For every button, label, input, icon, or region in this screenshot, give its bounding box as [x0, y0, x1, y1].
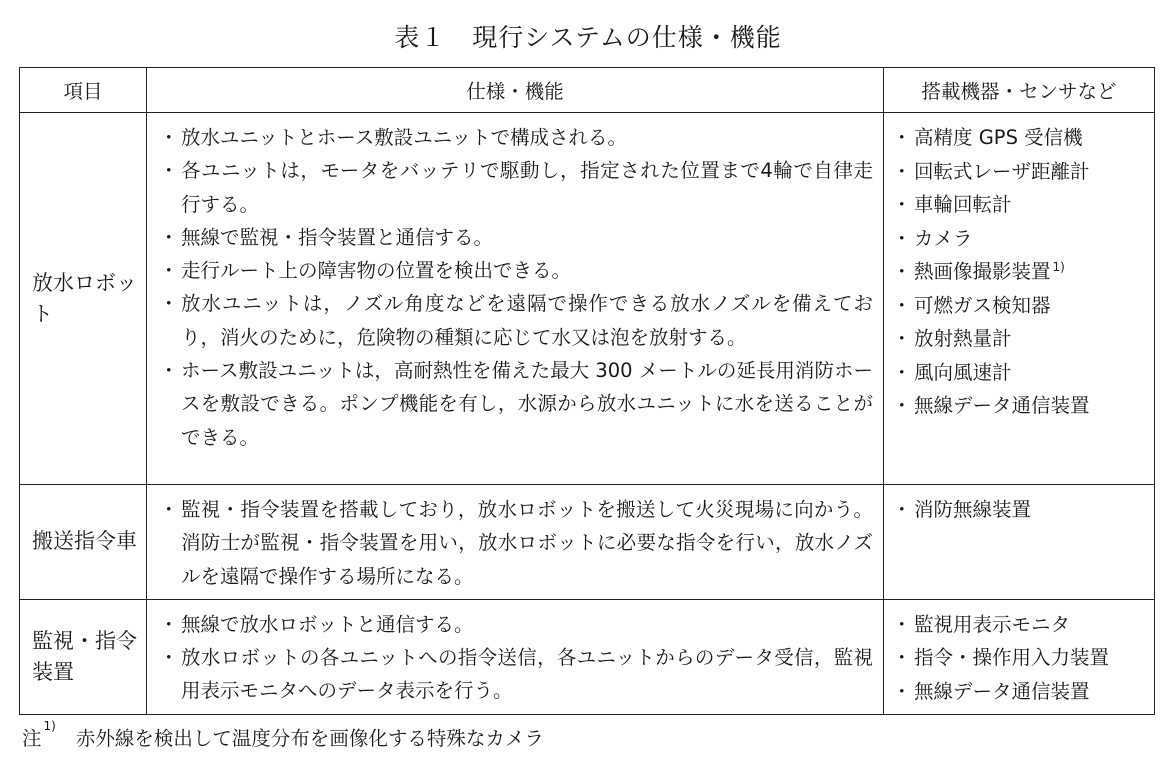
equipment-item-with-footnote: [898, 255, 1148, 289]
equipment-item: ・ 放射熱量計: [898, 322, 1148, 356]
spec-line: ・ 走行ルート上の障害物の位置を検出できる。: [165, 254, 873, 287]
row-equipment-monitor: [884, 599, 1155, 715]
header-equipment: 搭載機器・センサなど: [884, 68, 1155, 113]
spec-line: ・ 放水ロボットの各ユニットへの指令送信，各ユニットからのデータ受信，監視用表示モニタへのデータ表示を行う。: [165, 641, 873, 708]
spec-line: ・ 無線で監視・指令装置と通信する。: [165, 221, 873, 254]
header-item: 項目: [20, 68, 147, 113]
row-item-label: 監視・指令装置: [32, 629, 137, 685]
equipment-item-label: 熱画像撮影装置: [914, 260, 1051, 283]
equipment-item: ・ 回転式レーザ距離計: [898, 155, 1148, 189]
footnote-mark: 1): [43, 719, 56, 733]
row-item-robot: [20, 113, 147, 485]
equipment-item: ・ 消防無線装置: [898, 493, 1148, 527]
row-specs-monitor: [147, 599, 884, 715]
spec-table: [19, 67, 1155, 715]
equipment-item: ・ 可燃ガス検知器: [898, 289, 1148, 323]
row-item-carrier: [20, 485, 147, 600]
spec-line: ・ 放水ユニットとホース敷設ユニットで構成される。: [165, 121, 873, 154]
table-header-row: [20, 68, 1155, 113]
table-row: [20, 485, 1155, 600]
row-specs-carrier: [147, 485, 884, 600]
spec-line: ・ 各ユニットは，モータをバッテリで駆動し，指定された位置まで4輪で自律走行する。: [165, 154, 873, 221]
footnote-text: 赤外線を検出して温度分布を画像化する特殊なカメラ: [75, 727, 544, 750]
equipment-item: ・ 指令・操作用入力装置: [898, 641, 1148, 675]
spec-line: ・ 監視・指令装置を搭載しており，放水ロボットを搬送して火災現場に向かう。消防士が監視・指令装置を用い，放水ロボットに必要な指令を行い，放水ノズルを遠隔で操作する場所になる。: [165, 493, 873, 593]
spec-line: ・ ホース敷設ユニットは，高耐熱性を備えた最大 300 メートルの延長用消防ホースを敷設できる。ポンプ機能を有し，水源から放水ユニットに水を送ることができる。: [165, 354, 873, 454]
equipment-item: ・ 無線データ通信装置: [898, 389, 1148, 423]
row-item-label: 放水ロボット: [32, 270, 137, 326]
spec-line: ・ 放水ユニットは，ノズル角度などを遠隔で操作できる放水ノズルを備えており，消火のために，危険物の種類に応じて水又は泡を放射する。: [165, 287, 873, 354]
equipment-item: ・ 無線データ通信装置: [898, 675, 1148, 709]
footnote-label: 注: [22, 727, 42, 750]
footnote-mark: 1): [1052, 260, 1065, 274]
table-title: 表１ 現行システムの仕様・機能: [394, 23, 782, 52]
footnote: [22, 719, 544, 751]
table-row: [20, 599, 1155, 715]
row-item-monitor: [20, 599, 147, 715]
header-spec: 仕様・機能: [147, 68, 884, 113]
equipment-item: ・ 監視用表示モニタ: [898, 608, 1148, 642]
table-row: [20, 113, 1155, 485]
row-specs-robot: [147, 113, 884, 485]
row-item-label: 搬送指令車: [32, 529, 137, 554]
equipment-item: ・ 車輪回転計: [898, 188, 1148, 222]
row-equipment-robot: [884, 113, 1155, 485]
equipment-item: ・ カメラ: [898, 222, 1148, 256]
spec-line: ・ 無線で放水ロボットと通信する。: [165, 608, 873, 641]
equipment-item: ・ 高精度 GPS 受信機: [898, 121, 1148, 155]
equipment-item: ・ 風向風速計: [898, 356, 1148, 390]
row-equipment-carrier: [884, 485, 1155, 600]
